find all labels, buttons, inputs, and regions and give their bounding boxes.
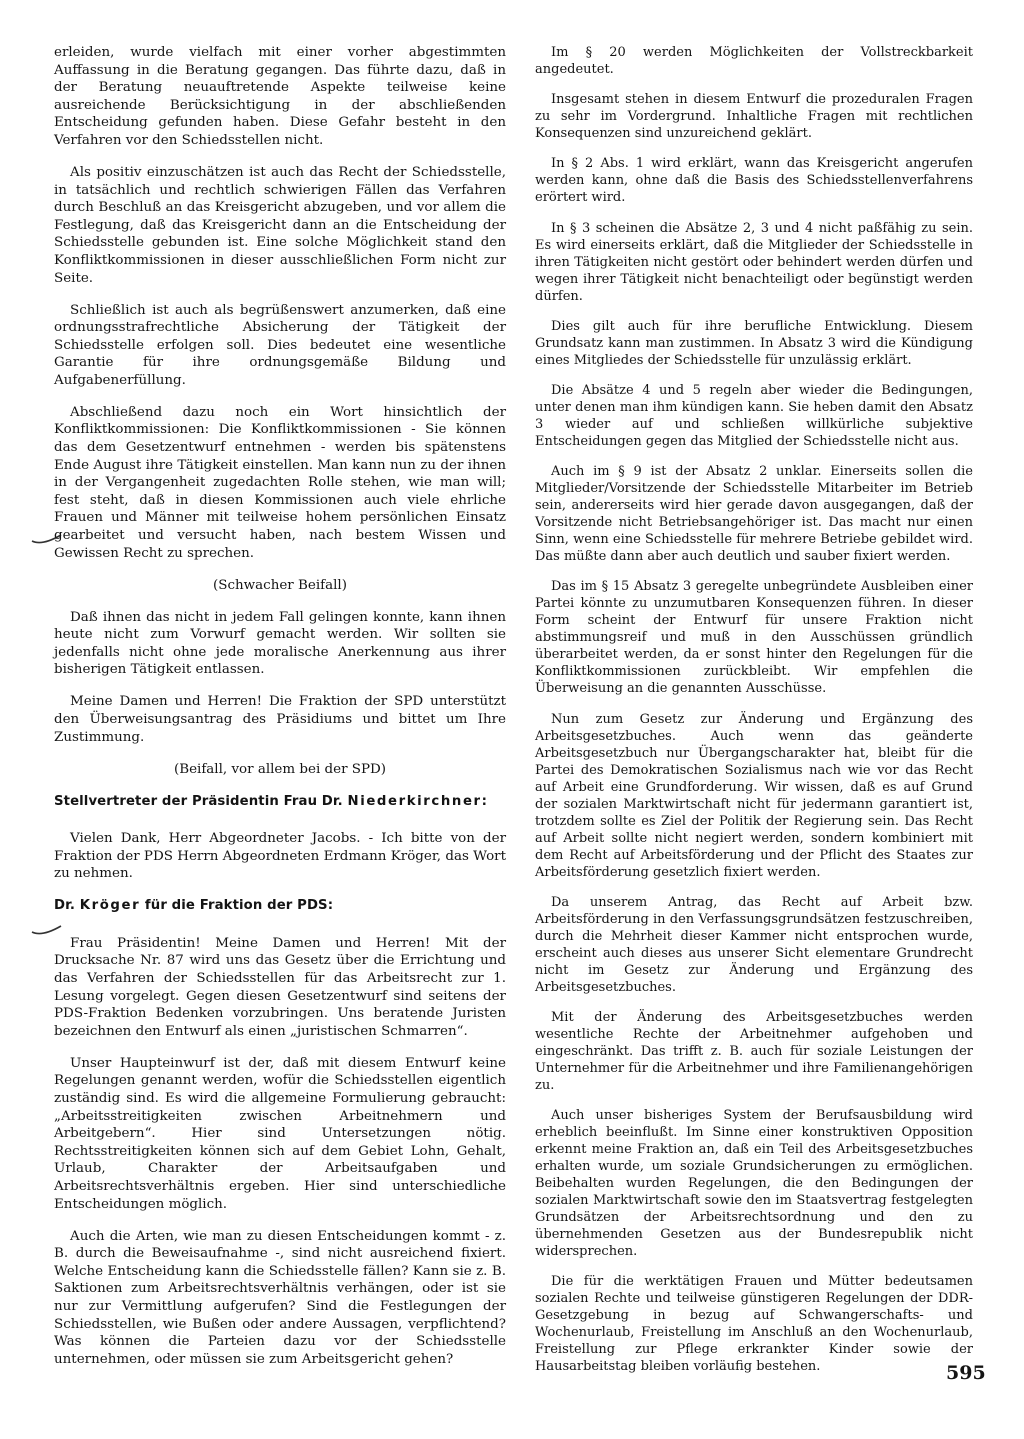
paragraph: Abschließend dazu noch ein Wort hinsichtlich der Konfliktkommissionen: Die Konfliktkommissionen - Sie können das dem Gesetzentwurf entnehmen - werden bis spätenstens Ende August ihre Tätigkeit einstellen. Man kann nun zu der ihnen in der Vergangenheit zugedachten Rolle stehen, wie man will; fest steht, daß in diesen Kommissionen auch viele ehrliche Frauen und Männer mit teilweise hohem persönlichen Einsatz gearbeitet und versucht haben, nach bestem Wissen und Gewissen Recht zu sprechen.	[54, 404, 506, 561]
speaker-name: Kröger	[79, 898, 141, 914]
left-column	[54, 44, 506, 1383]
paragraph: erleiden, wurde vielfach mit einer vorher abgestimmten Auffassung in die Beratung gegangen. Das führte dazu, daß in der Beratung neuauftretende Aspekte teilweise keine ausreichende Berücksichtigung in der abschließenden Entscheidung gefunden haben. Diese Gefahr besteht in den Verfahren vor den Schiedsstellen nicht.	[54, 45, 506, 148]
paragraph: Im § 20 werden Möglichkeiten der Vollstreckbarkeit angedeutet.	[535, 45, 973, 77]
paragraph: Mit der Änderung des Arbeitsgesetzbuches werden wesentliche Rechte der Arbeitnehmer aufgehoben und eingeschränkt. Das trifft z. B. auch für soziale Leistungen der Unternehmer für die Arbeitnehmer und ihre Familienangehörigen zu.	[535, 1009, 973, 1093]
speaker-title: Dr.	[54, 898, 80, 914]
paragraph: Dies gilt auch für ihre berufliche Entwicklung. Diesem Grundsatz kann man zustimmen. In Absatz 3 wird die Kündigung eines Mitgliedes der Schiedsstelle für unzulässig erklärt.	[535, 318, 973, 368]
paragraph: Vielen Dank, Herr Abgeordneter Jacobs. - Ich bitte von der Fraktion der PDS Herrn Abgeordneten Erdmann Kröger, das Wort zu nehmen.	[54, 831, 506, 882]
paragraph: Auch im § 9 ist der Absatz 2 unklar. Einerseits sollen die Mitglieder/Vorsitzende der Schiedsstelle Mitarbeiter im Betrieb sein, andererseits wird hier gerade davon ausgegangen, daß der Vorsitzende nicht Betriebsangehöriger ist. Das macht nur einen Sinn, wenn eine Schiedsstelle für mehrere Betriebe gebildet wird. Das müßte dann aber auch deutlich und sauber fixiert werden.	[535, 464, 973, 565]
paragraph: In § 2 Abs. 1 wird erklärt, wann das Kreisgericht angerufen werden kann, ohne daß die Basis des Schiedsstellenverfahrens erörtert wird.	[535, 156, 973, 206]
paragraph: Auch die Arten, wie man zu diesen Entscheidungen kommt - z. B. durch die Beweisaufnahme -, sind nicht ausreichend fixiert. Welche Entscheidung kann die Schiedsstelle fällen? Kann sie z. B. Saktionen zum Arbeitsrechtsverhältnis verhängen, oder ist sie nur zur Vermittlung aufgerufen? Sind die Festlegungen der Schiedsstellen, wie Bußen oder andere Aussagen, verpflichtend? Was können die Parteien dazu vor der Schiedsstelle unternehmen, oder müssen sie zum Arbeitsgericht gehen?	[54, 1228, 506, 1367]
right-column	[535, 44, 973, 1388]
paragraph: Die für die werktätigen Frauen und Mütter bedeutsamen sozialen Rechte und teilweise günstigeren Regelungen der DDR-Gesetzgebung in bezug auf Schwangerschafts- und Wochenurlaub, Freistellung im Anschluß an den Wochenurlaub, Freistellung zur Pflege erkrankter Kinder sowie der Hausarbeitstag bleiben vorläufig bestehen.	[535, 1274, 973, 1375]
speaker-name: Niederkirchner:	[347, 793, 489, 809]
paragraph: Meine Damen und Herren! Die Fraktion der SPD unterstützt den Überweisungsantrag des Präsidiums und bittet um Ihre Zustimmung.	[54, 694, 506, 745]
paragraph: Auch unser bisheriges System der Berufsausbildung wird erheblich beeinflußt. Im Sinne einer konstruktiven Opposition erkennt meine Fraktion an, daß ein Teil des Arbeitsgesetzbuches erhalten wurde, um soziale Grundsicherungen zu ermöglichen. Beibehalten wurden Regelungen, die den Bedingungen der sozialen Marktwirtschaft sowie den im Staatsvertrag festgelegten Grundsätzen der Arbeitsrechtsordnung und den zu übernehmenden Gesetzen aus der Bundesrepublik nicht widersprechen.	[535, 1108, 973, 1260]
paragraph: In § 3 scheinen die Absätze 2, 3 und 4 nicht paßfähig zu sein. Es wird einerseits erklärt, daß die Mitglieder der Schiedsstelle in ihren Tätigkeiten nicht gestört oder behindert werden dürfen und wegen ihrer Tätigkeit nicht benachteiligt oder begünstigt werden dürfen.	[535, 220, 973, 304]
paragraph: Als positiv einzuschätzen ist auch das Recht der Schiedsstelle, in tatsächlich und rechtlich schwierigen Fällen das Verfahren durch Beschluß an das Kreisgericht abzugeben, und vor allem die Festlegung, daß das Kreisgericht dann an die Entscheidung der Schiedsstelle gebunden ist. Eine solche Möglichkeit stand den Konfliktkommissionen in dieser ausschließlichen Form nicht zur Seite.	[54, 164, 506, 286]
paragraph: Unser Haupteinwurf ist der, daß mit diesem Entwurf keine Regelungen genannt werden, wofür die Schiedsstellen eigentlich zuständig sind. Es wird die allgemeine Formulierung gebraucht: „Arbeitsstreitigkeiten zwischen Arbeitnehmern und Arbeitgebern“. Hier sind Untersetzungen nötig. Rechtsstreitigkeiten können sich auf dem Gebiet Lohn, Gehalt, Urlaub, Charakter der Arbeitsaufgaben und Arbeitsrechtsverhältnis ergeben. Hier sind unterschiedliche Entscheidungen möglich.	[54, 1055, 506, 1212]
paragraph: Da unserem Antrag, das Recht auf Arbeit bzw. Arbeitsförderung in den Verfassungsgrundsätzen festzuschreiben, durch die Mehrheit dieser Kammer nicht entsprochen wurde, erscheint auch dieses aus unserer Sicht elementare Grundrecht nicht im Gesetz zur Änderung und Ergänzung des Arbeitsgesetzbuches.	[535, 894, 973, 995]
paragraph: Nun zum Gesetz zur Änderung und Ergänzung des Arbeitsgesetzbuches. Auch wenn das geänderte Arbeitsgesetzbuch nur Übergangscharakter hat, bleibt für die Partei des Demokratischen Sozialismus nach wie vor das Recht auf Arbeit eine Grundforderung. Wir wissen, daß es auf Grund der sozialen Marktwirtschaft nicht für jedermann garantiert ist, trotzdem sollte es Ziel der Politik der Regierung sein. Das Recht auf Arbeit sollte nicht negiert werden, sondern kombiniert mit dem Recht auf Arbeitsförderung und der Pflicht des Staates zur Arbeitsförderung gesetzlich fixiert werden.	[535, 711, 973, 880]
paragraph: Die Absätze 4 und 5 regeln aber wieder die Bedingungen, unter denen man ihm kündigen kann. Sie heben damit den Absatz 3 wieder auf und schließen willkürliche subjektive Entscheidungen gegen das Mitglied der Schiedsstelle nicht aus.	[535, 382, 973, 449]
applause-note: (Schwacher Beifall)	[213, 577, 347, 593]
speaker-prefix: Stellvertreter der Präsidentin Frau Dr.	[54, 793, 348, 809]
paragraph: Schließlich ist auch als begrüßenswert anzumerken, daß eine ordnungsstrafrechtliche Absicherung der Tätigkeit der Schiedsstelle erfolgen soll. Dies bedeutet eine wesentliche Garantie für ihre ordnungsgemäße Bildung und Aufgabenerfüllung.	[54, 302, 506, 388]
paragraph: Insgesamt stehen in diesem Entwurf die prozeduralen Fragen zu sehr im Vordergrund. Inhaltliche Fragen mit rechtlichen Konsequenzen sind unzureichend geklärt.	[535, 92, 973, 142]
speaker-heading-president	[54, 793, 506, 811]
page-number: 595	[946, 1362, 986, 1384]
speaker-suffix: für die Fraktion der PDS:	[140, 898, 334, 914]
applause-note: (Beifall, vor allem bei der SPD)	[173, 761, 387, 777]
speaker-heading-kroeger	[54, 897, 506, 915]
paragraph: Frau Präsidentin! Meine Damen und Herren! Mit der Drucksache Nr. 87 wird uns das Gesetz über die Errichtung und das Verfahren der Schiedsstellen für das Arbeitsrecht zur 1. Lesung vorgelegt. Gegen diesen Gesetzentwurf sind seitens der PDS-Fraktion Bedenken vorzubringen. Uns beratende Juristen bezeichnen den Entwurf als einen „juristischen Schmarren“.	[54, 935, 506, 1039]
paragraph: Daß ihnen das nicht in jedem Fall gelingen konnte, kann ihnen heute nicht zum Vorwurf gemacht werden. Wir sollten sie jedenfalls nicht ohne jede moralische Anerkennung aus ihrer bisherigen Tätigkeit entlassen.	[54, 609, 506, 678]
paragraph: Das im § 15 Absatz 3 geregelte unbegründete Ausbleiben einer Partei könnte zu unzumutbaren Konsequenzen führen. In dieser Form scheint der Entwurf für unsere Fraktion nicht abstimmungsreif und muß in den Ausschüssen gründlich überarbeitet werden, da er sonst hinter den Regelungen für die Konfliktkommissionen zurückbleibt. Wir empfehlen die Überweisung an die genannten Ausschüsse.	[535, 579, 973, 697]
